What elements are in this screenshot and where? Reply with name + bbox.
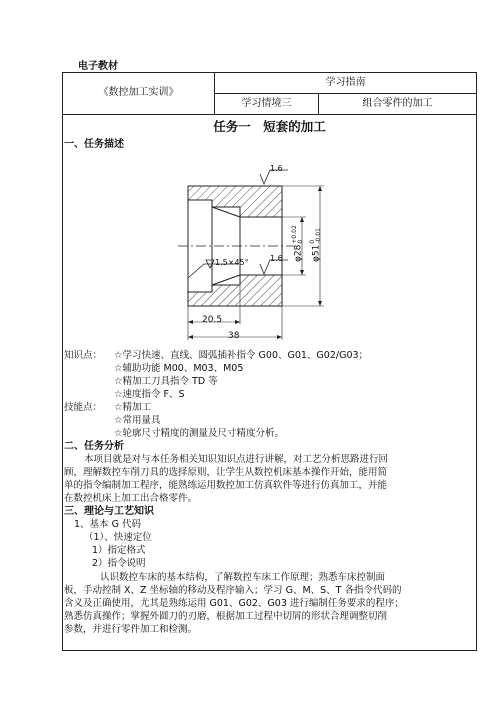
course-name: 《数控加工实训》	[98, 87, 179, 98]
theory-paragraph-line: 板，手动控制 X、Z 坐标轴的移动及程序输入；学习 G、M、S、T 各指令代码的	[64, 585, 402, 596]
analysis-line: 在数控机床上加工出合格零件。	[64, 493, 198, 504]
dimension-inner-diameter: φ28 +0.02 0	[291, 225, 304, 262]
skills-item: ☆轮廓尺寸精度的测量及尺寸精度分析。	[114, 428, 285, 439]
document-header-label: 电子教材	[78, 61, 118, 72]
theory-subheading: （1）、快速定位	[84, 532, 152, 543]
dimension-outer-diameter: φ51 0 -0.01	[309, 228, 322, 262]
header-row-bottom	[62, 114, 477, 115]
theory-paragraph-line: 熟悉仿真操作；掌握外圆刀的刃磨，根据加工过程中切屑的形状合理调整切削	[64, 611, 388, 622]
knowledge-item: ☆学习快速、直线、圆弧插补指令 G00、G01、G02/G03；	[114, 350, 369, 361]
dimension-inner-length: 20.5	[202, 315, 223, 325]
knowledge-item: ☆精加工刀具指令 TD 等	[114, 376, 218, 387]
dimension-total-length: 38	[228, 331, 240, 341]
guide-label: 学习指南	[325, 77, 366, 88]
knowledge-label: 知识点：	[64, 350, 103, 361]
section-heading-task-description: 一、任务描述	[64, 139, 124, 150]
analysis-line: 单的指令编制加工程序，能熟练运用数控加工仿真软件等进行仿真加工，并能	[64, 480, 388, 491]
theory-subheading: 2）指令说明	[92, 558, 146, 569]
theory-subheading: 1、基本 G 代码	[74, 519, 141, 530]
skills-item: ☆精加工	[114, 402, 152, 413]
table-left-border	[62, 72, 63, 651]
theory-subheading: 1）指定格式	[92, 545, 146, 556]
section-heading-theory: 三、理论与工艺知识	[64, 506, 154, 517]
knowledge-item: ☆辅助功能 M00、M03、M05	[114, 363, 244, 374]
skills-label: 技能点：	[64, 402, 103, 413]
table-bottom-border	[62, 650, 477, 651]
theory-paragraph-line: 认识数控车床的基本结构，了解数控车床工作原理；熟悉车床控制面	[100, 572, 386, 583]
knowledge-item: ☆速度指令 F、S	[114, 389, 185, 400]
analysis-line: 本项目就是对与本任务相关知识知识点进行讲解，对工艺分析思路进行回	[84, 454, 389, 465]
context-label: 学习情境三	[241, 98, 292, 109]
context-value: 组合零件的加工	[362, 98, 433, 109]
roughness-value-mid: 1.6	[270, 254, 283, 263]
chamfer-value: 1.5×45°	[215, 258, 249, 267]
analysis-line: 顾，理解数控车削刀具的选择原则，让学生从数控机床基本操作开始，能用简	[64, 467, 388, 478]
theory-paragraph-line: 含义及正确使用，尤其是熟练运用 G01、G02、G03 进行编制任务要求的程序；	[64, 598, 404, 609]
bottom-section-hatch	[188, 275, 282, 306]
skills-item: ☆常用量具	[114, 415, 161, 426]
header-divider-horizontal	[214, 93, 476, 94]
roughness-value-top: 1.6	[270, 164, 283, 173]
table-right-border	[476, 72, 477, 651]
top-section-hatch	[188, 186, 282, 217]
theory-paragraph-line: 参数，并进行零件加工和检测。	[64, 624, 198, 635]
task-title: 任务一 短套的加工	[213, 119, 326, 134]
table-top-border	[62, 72, 477, 73]
section-heading-task-analysis: 二、任务分析	[64, 441, 124, 452]
